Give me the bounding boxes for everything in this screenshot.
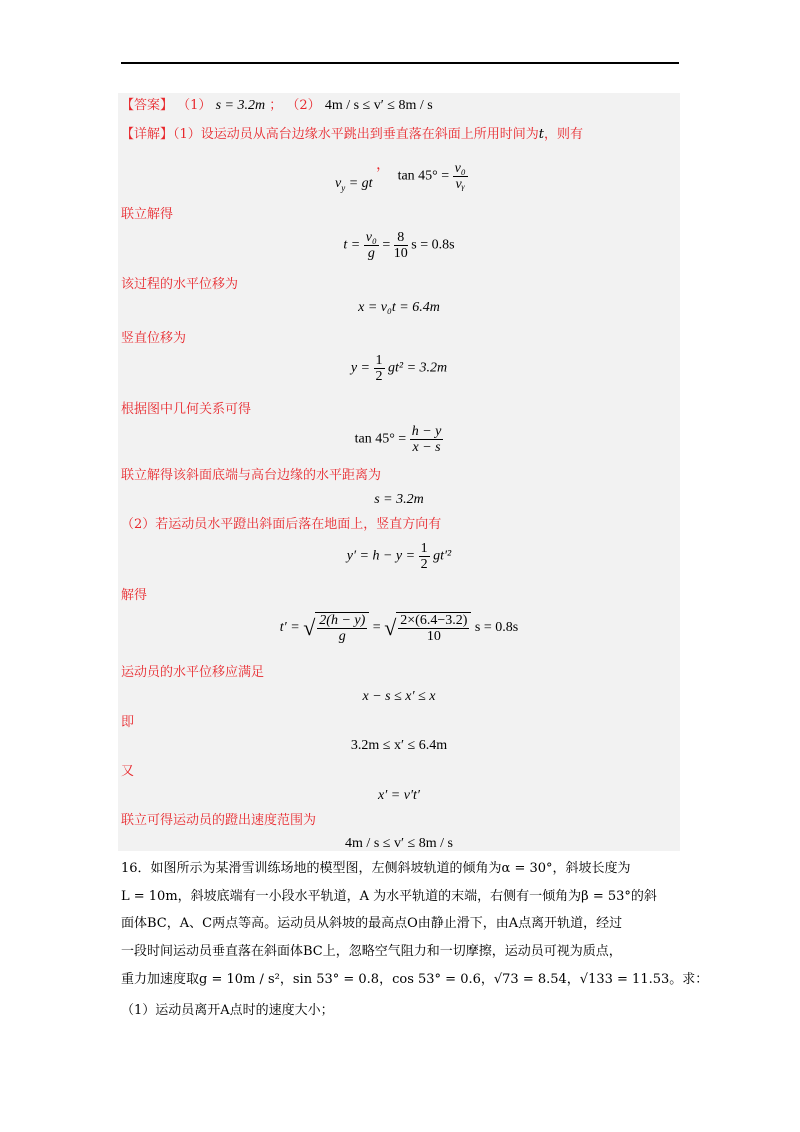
eq2-den1: g [367,246,375,261]
eq4-num: 1 [375,353,383,368]
part2-intro: （2）若运动员水平蹬出斜面后落在地面上，竖直方向有 [121,517,442,532]
equation-8: t′ = √ $\frac{2(h - y)}{g}$ = √ $\frac{2\times(6.4-3.2)}{10}$ s = 0.8s [279,613,519,644]
detail-intro [121,126,583,144]
answer-part2-label: （2） [286,98,321,113]
step-vertical-displacement: 竖直位移为 [121,331,187,346]
eq1-denominator: vᵧ [455,177,465,193]
eq7-den: 2 [420,557,428,572]
eq4-lhs: y = [350,360,370,376]
equation-4 [118,353,680,384]
eq8-rhs: s = 0.8s [474,620,519,636]
answer-line [121,97,433,115]
step-also: 又 [121,764,135,779]
step-range: 联立可得运动员的蹬出速度范围为 [121,813,317,828]
answer-part1-value: s = 3.2m [215,98,266,113]
header-rule [121,62,679,64]
eq2-mid: = [382,237,391,253]
eq1-rhs: = gt [345,176,373,191]
eq8-den2: 10 [426,629,441,644]
eq1-numerator: v₀ [454,161,466,177]
eq8-lhs: t′ = [279,620,300,636]
eq8-num2: 2×(6.4−3.2) [400,613,468,628]
eq8-radical-1 [315,612,369,644]
eq8-fraction-2 [398,613,469,644]
answer-part2-value: 4m / s ≤ v′ ≤ 8m / s [324,98,433,113]
step-joint-solve: 联立解得 [121,207,174,222]
eq1-v: v [335,176,342,191]
eq1-comma: ， [376,158,391,173]
step-horizontal-displacement: 该过程的水平位移为 [121,277,239,292]
step-distance: 联立解得该斜面底端与高台边缘的水平距离为 [121,468,382,483]
detail-label: 【详解】 [121,127,174,142]
q16-sub-1: （1）运动员离开A点时的速度大小； [121,1003,334,1018]
answer-separator: ； [269,98,283,113]
equation-7 [118,541,680,572]
step-geometry: 根据图中几何关系可得 [121,402,252,417]
q16-line-2: L = 10m，斜坡底端有一小段水平轨道，A 为水平轨道的末端，右侧有一倾角为β = 53°的斜 [121,889,657,904]
step-solve: 解得 [121,588,148,603]
detail-intro-t: t [538,127,545,142]
eq5-fraction [410,424,444,455]
step-satisfy: 运动员的水平位移应满足 [121,665,265,680]
equation-11: x′ = v′t′ [378,788,420,803]
eq5-lhs: tan 45° = [354,431,407,447]
answer-label: 【答案】 [121,98,174,113]
equation-1 [335,158,468,196]
q16-line-3: 面体BC，A、C两点等高。运动员从斜坡的最高点O由静止滑下，由A点离开轨道，经过 [121,916,623,931]
eq8-num1: 2(h − y) [319,613,366,628]
eq7-num: 1 [420,541,428,556]
q16-line-4: 一段时间运动员垂直落在斜面体BC上，忽略空气阻力和一切摩擦，运动员可视为质点， [121,944,622,959]
eq2-num1: v₀ [365,230,377,245]
eq2-fraction-1 [364,230,379,261]
equation-6: s = 3.2m [374,492,424,507]
equation-10: 3.2m ≤ x′ ≤ 6.4m [350,738,448,753]
equation-5 [118,424,680,455]
step-namely: 即 [121,715,135,730]
eq8-radical-2 [396,612,471,644]
eq7-fraction [419,541,430,572]
eq2-den2: 10 [393,246,408,261]
eq2-rhs: s = 0.8s [411,237,455,253]
eq8-fraction-1 [317,613,367,644]
eq1-sub: y [341,182,346,193]
answer-part1-label: （1） [177,98,212,113]
eq1-tan-lhs: tan 45° = [397,169,450,185]
equation-2 [118,230,680,261]
eq5-den: x − s [412,440,441,455]
eq4-den: 2 [375,369,383,384]
eq2-lhs: t = [343,237,361,253]
eq7-rhs: gt′² [433,548,452,564]
q16-line-1: 16．如图所示为某滑雪训练场地的模型图，左侧斜坡轨道的倾角为α = 30°，斜坡长度为 [121,861,631,876]
detail-intro-end: ，则有 [544,127,584,142]
eq4-rhs: gt² = 3.2m [388,360,448,376]
eq7-lhs: y′ = h − y = [346,548,416,564]
eq1-fraction [453,161,468,192]
eq5-num: h − y [411,424,442,439]
eq4-fraction [374,353,385,384]
eq8-mid: = [372,620,381,636]
equation-3: x = v₀t = 6.4m [358,300,440,315]
eq2-num2: 8 [394,230,408,246]
equation-12: 4m / s ≤ v′ ≤ 8m / s [345,836,453,851]
q16-line-5: 重力加速度取g = 10m / s²，sin 53° = 0.8，cos 53° = 0.6，√73 = 8.54，√133 = 11.53。求： [121,972,709,987]
eq2-fraction-2 [394,230,408,261]
detail-intro-text: （1）设运动员从高台边缘水平跳出到垂直落在斜面上所用时间为 [173,127,539,142]
equation-9: x − s ≤ x′ ≤ x [362,689,436,704]
eq8-den1: g [338,629,346,644]
